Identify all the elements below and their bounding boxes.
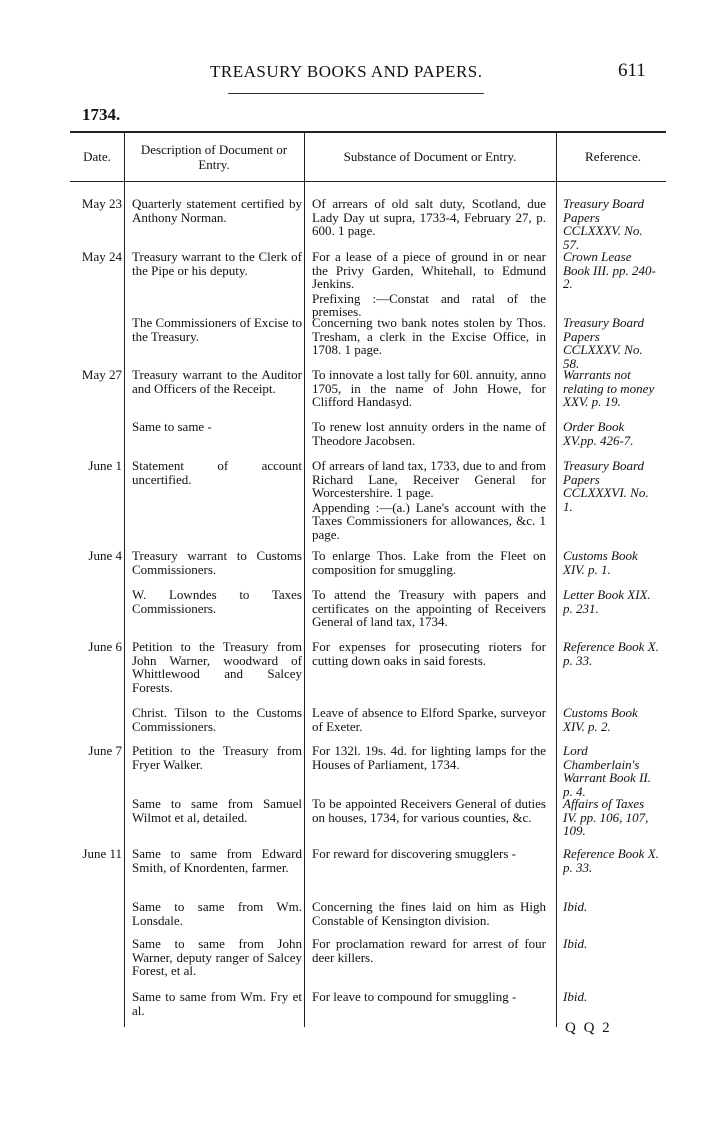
row-date: June 11: [82, 846, 122, 861]
row-substance-text: Of arrears of old salt duty, Scotland, due Lady Day ut supra, 1733-4, February 27, p. 600. 1 page.: [312, 196, 546, 238]
row-reference: Customs Book XIV. p. 1.: [563, 548, 638, 577]
row-reference: Ibid.: [563, 989, 588, 1004]
row-substance-text: For a lease of a piece of ground in or near the Privy Garden, Whitehall, to Edmund Jenkins.: [312, 249, 546, 291]
row-substance-text: To innovate a lost tally for 60l. annuity, anno 1705, in the name of John Howe, for Clifford Handasyd.: [312, 367, 546, 409]
row-reference: Treasury Board Papers CCLXXXV. No. 57.: [563, 196, 645, 252]
table-header-rule: [70, 181, 666, 182]
row-substance-text: To be appointed Receivers General of duties on houses, 1734, for various counties, &c.: [312, 796, 546, 825]
row-substance-text: For expenses for prosecuting rioters for cutting down oaks in said forests.: [312, 639, 546, 668]
row-substance: [312, 549, 546, 576]
row-description: Christ. Tilson to the Customs Commissioners.: [132, 705, 302, 734]
row-reference: Letter Book XIX. p. 231.: [563, 587, 651, 616]
row-substance: [312, 937, 546, 964]
column-divider: [304, 132, 305, 1027]
row-description: Treasury warrant to the Auditor and Officers of the Receipt.: [132, 367, 302, 396]
row-description: Statement of account uncertified.: [132, 458, 302, 487]
row-description: Quarterly statement certified by Anthony Norman.: [132, 196, 302, 225]
row-substance-text: Of arrears of land tax, 1733, due to and from Richard Lane, Receiver General for Worcestershire. 1 page.: [312, 458, 546, 500]
row-reference: Reference Book X. p. 33.: [563, 846, 659, 875]
row-substance: [312, 588, 546, 629]
row-reference: Ibid.: [563, 899, 588, 914]
row-substance: [312, 744, 546, 771]
row-description: The Commissioners of Excise to the Treasury.: [132, 315, 302, 344]
row-substance-text: For leave to compound for smuggling -: [312, 989, 517, 1004]
row-substance: [312, 316, 546, 357]
row-date: June 4: [88, 548, 122, 563]
row-date: May 23: [81, 196, 122, 211]
row-substance: [312, 640, 546, 667]
row-description: Same to same from Edward Smith, of Knordenten, farmer.: [132, 846, 302, 875]
row-substance-text: To enlarge Thos. Lake from the Fleet on composition for smuggling.: [312, 548, 546, 577]
row-appending-note: Prefixing :—Constat and ratal of the premises.: [312, 290, 546, 319]
row-date: May 24: [81, 249, 122, 264]
row-reference: Warrants not relating to money XXV. p. 19.: [563, 367, 655, 409]
row-reference: Ibid.: [563, 936, 588, 951]
row-substance-text: To attend the Treasury with papers and certificates on the appointing of Receivers General of land tax, 1734.: [312, 587, 546, 629]
row-substance: [312, 420, 546, 447]
row-substance: [312, 797, 546, 824]
signature-mark: Q Q 2: [565, 1020, 612, 1036]
row-reference: Crown Lease Book III. pp. 240-2.: [563, 249, 656, 291]
row-description: Same to same from Samuel Wilmot et al, detailed.: [132, 796, 302, 825]
row-substance: [312, 990, 546, 1004]
row-substance: [312, 900, 546, 927]
row-substance: [312, 368, 546, 409]
row-substance: [312, 250, 546, 319]
row-substance: [312, 459, 546, 541]
row-substance-text: To renew lost annuity orders in the name of Theodore Jacobsen.: [312, 419, 546, 448]
row-description: W. Lowndes to Taxes Commissioners.: [132, 587, 302, 616]
row-description: Same to same from Wm. Fry et al.: [132, 989, 302, 1018]
row-reference: Treasury Board Papers CCLXXXV. No. 58.: [563, 315, 645, 371]
column-header-reference: Reference.: [585, 149, 641, 164]
row-description: Petition to the Treasury from Fryer Walker.: [132, 743, 302, 772]
row-date: June 1: [88, 458, 122, 473]
page-number: 611: [618, 60, 646, 81]
row-substance-text: Leave of absence to Elford Sparke, surveyor of Exeter.: [312, 705, 546, 734]
row-substance-text: Concerning two bank notes stolen by Thos. Tresham, a clerk in the Excise Office, in 1708. 1 page.: [312, 315, 546, 357]
row-reference: Affairs of Taxes IV. pp. 106, 107, 109.: [563, 796, 649, 838]
row-description: Petition to the Treasury from John Warner, woodward of Whittlewood and Salcey Forests.: [132, 639, 302, 695]
row-substance: [312, 197, 546, 238]
row-reference: Treasury Board Papers CCLXXXVI. No. 1.: [563, 458, 649, 514]
row-appending-note: Appending :—(a.) Lane's account with the Taxes Commissioners for allowances, &c. 1 page.: [312, 499, 546, 542]
row-description: Same to same -: [132, 419, 212, 434]
column-header-date: Date.: [83, 149, 111, 164]
header-rule: [228, 93, 484, 94]
row-description: Treasury warrant to Customs Commissioners.: [132, 548, 302, 577]
row-substance-text: For proclamation reward for arrest of four deer killers.: [312, 936, 546, 965]
row-date: June 6: [88, 639, 122, 654]
column-divider: [556, 132, 557, 1027]
row-date: May 27: [81, 367, 122, 382]
column-header-description: Description of Document or Entry.: [140, 141, 288, 172]
column-header-substance: Substance of Document or Entry.: [343, 149, 517, 164]
year-heading: 1734.: [82, 105, 121, 124]
row-substance: [312, 706, 546, 733]
row-substance: [312, 847, 546, 861]
row-description: Same to same from Wm. Lonsdale.: [132, 899, 302, 928]
row-date: June 7: [88, 743, 122, 758]
row-description: Treasury warrant to the Clerk of the Pipe or his deputy.: [132, 249, 302, 278]
row-reference: Customs Book XIV. p. 2.: [563, 705, 638, 734]
row-reference: Reference Book X. p. 33.: [563, 639, 659, 668]
row-substance-text: For reward for discovering smugglers -: [312, 846, 516, 861]
running-title: TREASURY BOOKS AND PAPERS.: [210, 62, 483, 81]
row-substance-text: For 132l. 19s. 4d. for lighting lamps for the Houses of Parliament, 1734.: [312, 743, 546, 772]
row-substance-text: Concerning the fines laid on him as High Constable of Kensington division.: [312, 899, 546, 928]
row-reference: Lord Chamberlain's Warrant Book II. p. 4.: [563, 743, 651, 799]
row-description: Same to same from John Warner, deputy ranger of Salcey Forest, et al.: [132, 936, 302, 978]
row-reference: Order Book XV.pp. 426-7.: [563, 419, 634, 448]
column-divider: [124, 132, 125, 1027]
